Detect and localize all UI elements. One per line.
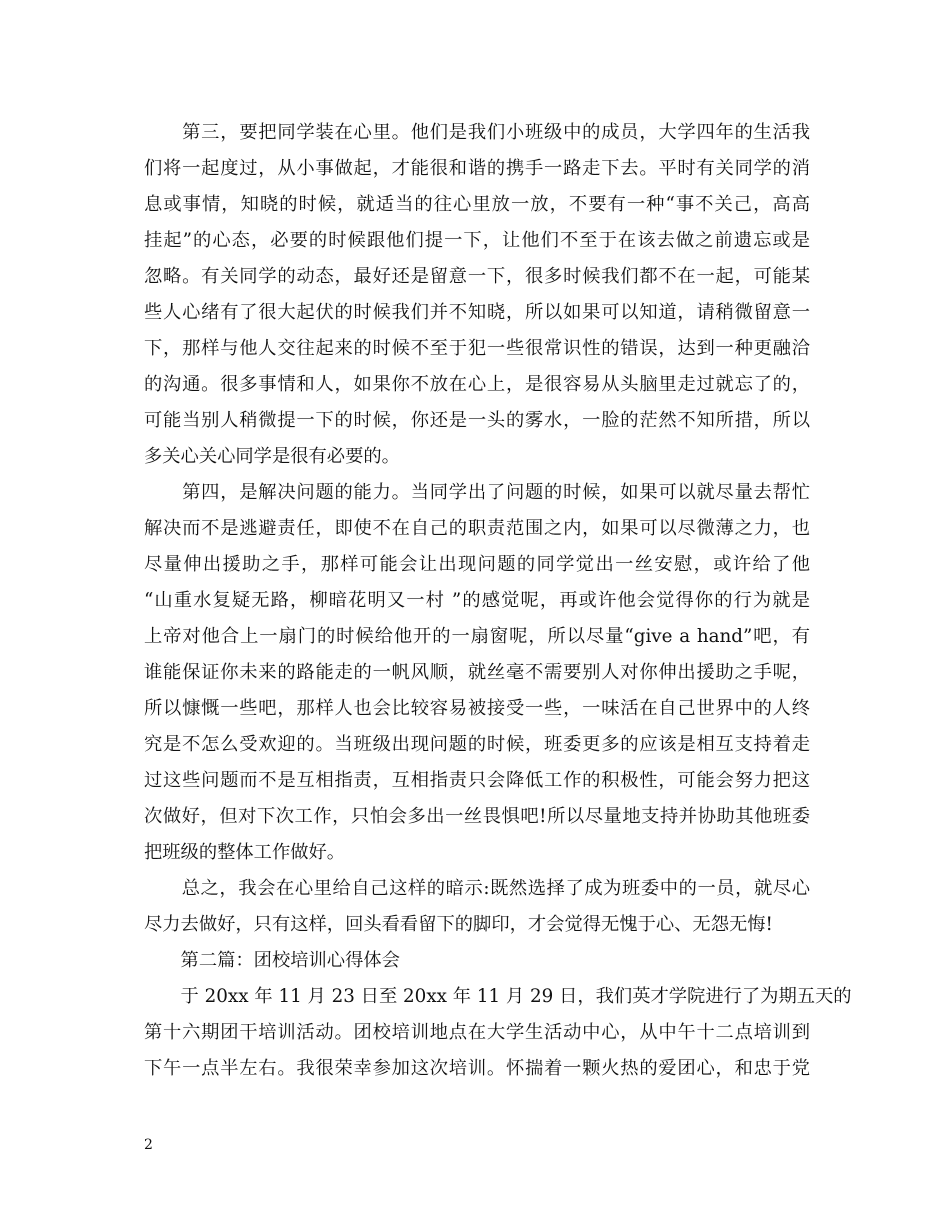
text-line: 第二篇：团校培训心得体会 (144, 950, 400, 971)
text-line: 些人心绪有了很大起伏的时候我们并不知晓，所以如果可以知道，请稍微留意一 (144, 302, 810, 323)
text-line: 所以慷慨一些吧，那样人也会比较容易被接受一些，一味活在自己世界中的人终 (144, 698, 810, 719)
text-line: 于 20xx 年 11 月 23 日至 20xx 年 11 月 29 日，我们英才学院进行了为期五天的 (144, 986, 852, 1007)
text-line: 过这些问题而不是互相指责，互相指责只会降低工作的积极性，可能会努力把这 (144, 770, 810, 791)
text-line: 下午一点半左右。我很荣幸参加这次培训。怀揣着一颗火热的爱团心，和忠于党 (144, 1058, 810, 1079)
text-line: 第四，是解决问题的能力。当同学出了问题的时候，如果可以就尽量去帮忙 (144, 482, 810, 503)
text-line: 下，那样与他人交往起来的时候不至于犯一些很常识性的错误，达到一种更融洽 (144, 338, 810, 359)
text-line: “山重水复疑无路，柳暗花明又一村 ”的感觉呢，再或许他会觉得你的行为就是 (144, 590, 810, 611)
text-line: 们将一起度过，从小事做起，才能很和谐的携手一路走下去。平时有关同学的消 (144, 158, 810, 179)
text-line: 上帝对他合上一扇门的时候给他开的一扇窗呢，所以尽量“give a hand”吧，有 (144, 626, 810, 647)
text-line: 尽力去做好，只有这样，回头看看留下的脚印，才会觉得无愧于心、无怨无悔! (144, 914, 773, 935)
text-line: 忽略。有关同学的动态，最好还是留意一下，很多时候我们都不在一起，可能某 (144, 266, 810, 287)
text-line: 总之，我会在心里给自己这样的暗示:既然选择了成为班委中的一员，就尽心 (144, 878, 810, 899)
text-line: 可能当别人稍微提一下的时候，你还是一头的雾水，一脸的茫然不知所措，所以 (144, 410, 810, 431)
text-line: 究是不怎么受欢迎的。当班级出现问题的时候，班委更多的应该是相互支持着走 (144, 734, 810, 755)
text-line: 次做好，但对下次工作，只怕会多出一丝畏惧吧!所以尽量地支持并协助其他班委 (144, 806, 810, 827)
text-line: 的沟通。很多事情和人，如果你不放在心上，是很容易从头脑里走过就忘了的， (144, 374, 810, 395)
text-line: 第三，要把同学装在心里。他们是我们小班级中的成员，大学四年的生活我 (144, 122, 810, 143)
text-line: 息或事情，知晓的时候，就适当的往心里放一放，不要有一种“事不关己，高高 (144, 194, 810, 215)
text-line: 谁能保证你未来的路能走的一帆风顺，就丝毫不需要别人对你伸出援助之手呢， (144, 662, 810, 683)
text-line: 第十六期团干培训活动。团校培训地点在大学生活动中心，从中午十二点培训到 (144, 1022, 810, 1043)
text-line: 多关心关心同学是很有必要的。 (144, 446, 400, 467)
text-line: 挂起”的心态，必要的时候跟他们提一下，让他们不至于在该去做之前遗忘或是 (144, 230, 810, 251)
text-line: 解决而不是逃避责任，即使不在自己的职责范围之内，如果可以尽微薄之力，也 (144, 518, 810, 539)
page-number: 2 (144, 1137, 153, 1153)
text-line: 尽量伸出援助之手，那样可能会让出现问题的同学觉出一丝安慰，或许给了他 (144, 554, 810, 575)
text-line: 把班级的整体工作做好。 (144, 842, 346, 863)
document-body (144, 115, 852, 1087)
